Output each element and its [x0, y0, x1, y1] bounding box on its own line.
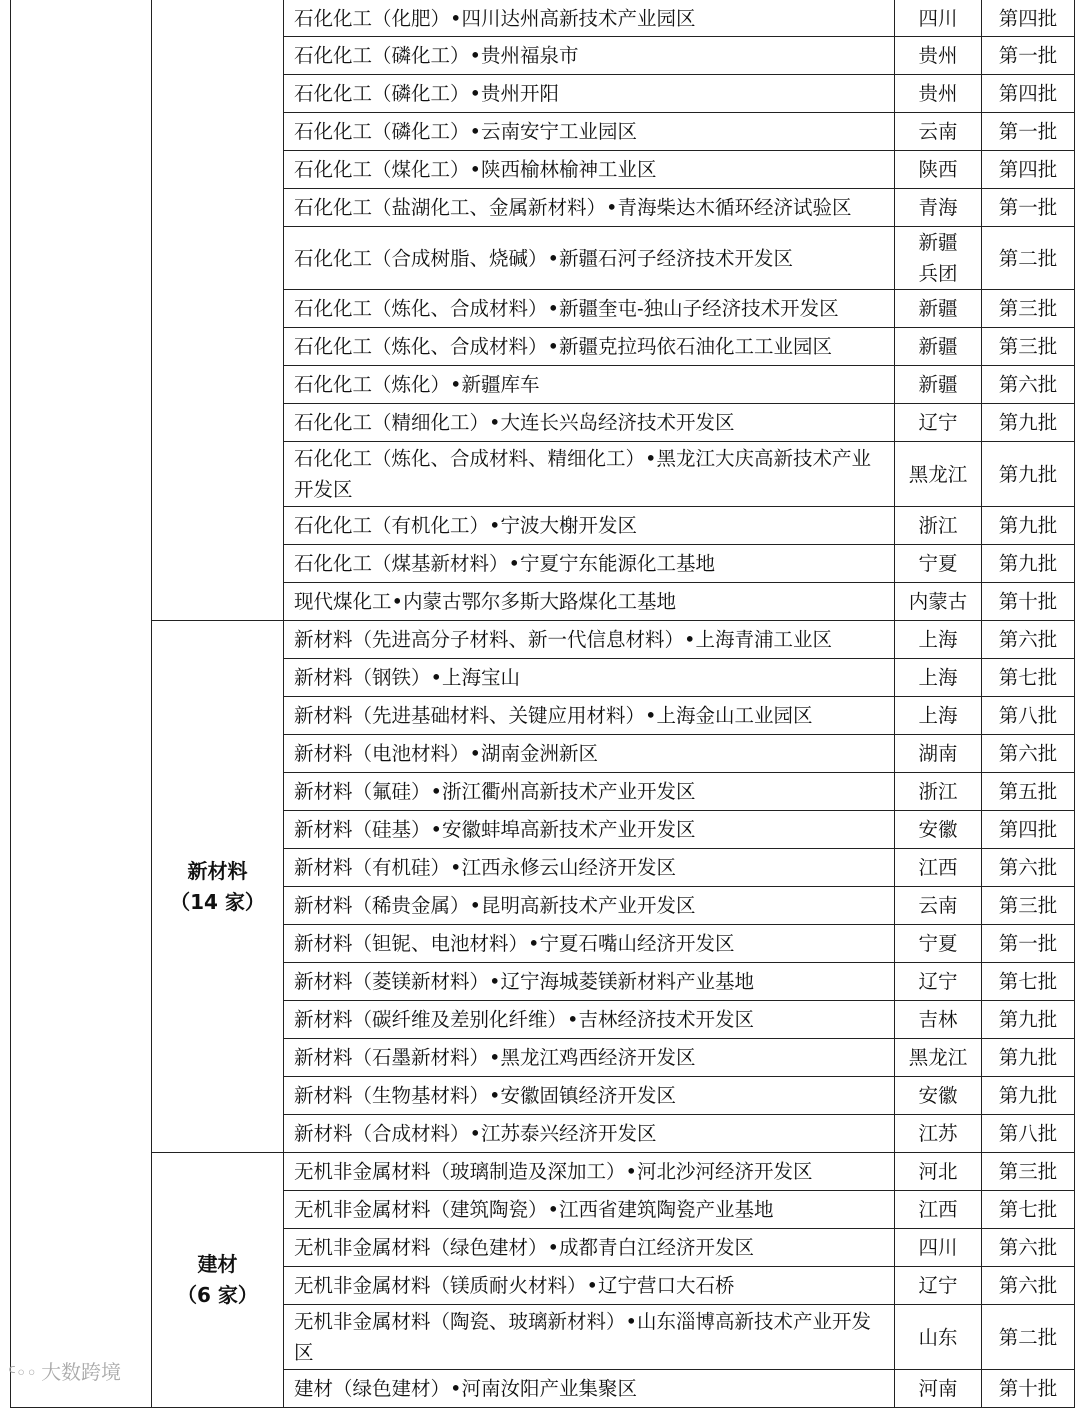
batch-cell: 第十批: [982, 1370, 1075, 1408]
batch-cell: 第九批: [982, 507, 1075, 545]
watermark-text: 大数跨境: [41, 1360, 122, 1384]
park-name-cell: 石化化工（盐湖化工、金属新材料）•青海柴达木循环经济试验区: [284, 189, 895, 227]
province-cell: 辽宁: [895, 1267, 982, 1305]
watermark-logo-icon: ᑦ◦◦: [8, 1363, 38, 1384]
batch-cell: 第三批: [982, 887, 1075, 925]
park-name-cell: 新材料（碳纤维及差别化纤维）•吉林经济技术开发区: [284, 1001, 895, 1039]
park-name-cell: 石化化工（炼化、合成材料、精细化工）•黑龙江大庆高新技术产业开发区: [284, 442, 895, 507]
group-cell: [152, 0, 284, 621]
batch-cell: 第六批: [982, 621, 1075, 659]
table-row: [11, 1153, 1075, 1191]
batch-cell: 第六批: [982, 849, 1075, 887]
park-name-cell: 现代煤化工•内蒙古鄂尔多斯大路煤化工基地: [284, 583, 895, 621]
park-name-cell: 石化化工（煤化工）•陕西榆林榆神工业区: [284, 151, 895, 189]
park-name-cell: 石化化工（有机化工）•宁波大榭开发区: [284, 507, 895, 545]
province-cell: 湖南: [895, 735, 982, 773]
watermark: [8, 1356, 121, 1385]
province-cell: 四川: [895, 1229, 982, 1267]
batch-cell: 第七批: [982, 963, 1075, 1001]
batch-cell: 第八批: [982, 697, 1075, 735]
batch-cell: 第四批: [982, 0, 1075, 37]
batch-cell: 第八批: [982, 1115, 1075, 1153]
park-name-cell: 无机非金属材料（绿色建材）•成都青白江经济开发区: [284, 1229, 895, 1267]
park-table: [10, 0, 1075, 1408]
park-name-cell: 石化化工（炼化、合成材料）•新疆克拉玛依石油化工工业园区: [284, 328, 895, 366]
province-cell: 新疆: [895, 328, 982, 366]
province-cell: 江西: [895, 1191, 982, 1229]
province-cell: 上海: [895, 659, 982, 697]
park-name-cell: 石化化工（精细化工）•大连长兴岛经济技术开发区: [284, 404, 895, 442]
park-name-cell: 新材料（钽铌、电池材料）•宁夏石嘴山经济开发区: [284, 925, 895, 963]
batch-cell: 第九批: [982, 404, 1075, 442]
province-cell: 河北: [895, 1153, 982, 1191]
park-name-cell: 新材料（合成材料）•江苏泰兴经济开发区: [284, 1115, 895, 1153]
province-cell: 内蒙古: [895, 583, 982, 621]
province-cell: 辽宁: [895, 404, 982, 442]
batch-cell: 第三批: [982, 1153, 1075, 1191]
province-cell: 辽宁: [895, 963, 982, 1001]
park-name-cell: 新材料（先进基础材料、关键应用材料）•上海金山工业园区: [284, 697, 895, 735]
park-name-cell: 新材料（钢铁）•上海宝山: [284, 659, 895, 697]
batch-cell: 第四批: [982, 75, 1075, 113]
batch-cell: 第九批: [982, 442, 1075, 507]
province-cell: 浙江: [895, 507, 982, 545]
park-name-cell: 新材料（氟硅）•浙江衢州高新技术产业开发区: [284, 773, 895, 811]
batch-cell: 第二批: [982, 1305, 1075, 1370]
park-name-cell: 新材料（生物基材料）•安徽固镇经济开发区: [284, 1077, 895, 1115]
batch-cell: 第九批: [982, 1039, 1075, 1077]
batch-cell: 第一批: [982, 113, 1075, 151]
park-name-cell: 新材料（电池材料）•湖南金洲新区: [284, 735, 895, 773]
park-name-cell: 新材料（石墨新材料）•黑龙江鸡西经济开发区: [284, 1039, 895, 1077]
province-cell: 江西: [895, 849, 982, 887]
group-count: （6 家）: [177, 1283, 258, 1307]
province-cell: 黑龙江: [895, 442, 982, 507]
park-name-cell: 新材料（先进高分子材料、新一代信息材料）•上海青浦工业区: [284, 621, 895, 659]
province-cell: 黑龙江: [895, 1039, 982, 1077]
batch-cell: 第九批: [982, 1001, 1075, 1039]
province-cell: 贵州: [895, 75, 982, 113]
table-row: [11, 0, 1075, 37]
province-cell: 上海: [895, 621, 982, 659]
park-name-cell: 石化化工（磷化工）•贵州开阳: [284, 75, 895, 113]
park-name-cell: 石化化工（合成树脂、烧碱）•新疆石河子经济技术开发区: [284, 227, 895, 290]
park-name-cell: 新材料（有机硅）•江西永修云山经济开发区: [284, 849, 895, 887]
park-name-cell: 无机非金属材料（建筑陶瓷）•江西省建筑陶瓷产业基地: [284, 1191, 895, 1229]
batch-cell: 第四批: [982, 811, 1075, 849]
park-name-cell: 石化化工（炼化）•新疆库车: [284, 366, 895, 404]
park-name-cell: 无机非金属材料（陶瓷、玻璃新材料）•山东淄博高新技术产业开发区: [284, 1305, 895, 1370]
group-label: 建材: [197, 1252, 238, 1276]
park-name-cell: 无机非金属材料（镁质耐火材料）•辽宁营口大石桥: [284, 1267, 895, 1305]
batch-cell: 第三批: [982, 290, 1075, 328]
outer-category-cell: [11, 0, 152, 1408]
park-name-cell: 石化化工（炼化、合成材料）•新疆奎屯-独山子经济技术开发区: [284, 290, 895, 328]
province-cell: 河南: [895, 1370, 982, 1408]
batch-cell: 第三批: [982, 328, 1075, 366]
batch-cell: 第六批: [982, 1267, 1075, 1305]
province-cell: 安徽: [895, 1077, 982, 1115]
group-label: 新材料: [187, 858, 248, 883]
batch-cell: 第十批: [982, 583, 1075, 621]
batch-cell: 第九批: [982, 1077, 1075, 1115]
province-cell: 山东: [895, 1305, 982, 1370]
province-cell: 云南: [895, 887, 982, 925]
batch-cell: 第六批: [982, 735, 1075, 773]
province-cell: 云南: [895, 113, 982, 151]
batch-cell: 第五批: [982, 773, 1075, 811]
park-name-cell: 石化化工（磷化工）•云南安宁工业园区: [284, 113, 895, 151]
batch-cell: 第四批: [982, 151, 1075, 189]
batch-cell: 第二批: [982, 227, 1075, 290]
batch-cell: 第一批: [982, 189, 1075, 227]
batch-cell: 第六批: [982, 1229, 1075, 1267]
province-cell: 贵州: [895, 37, 982, 75]
batch-cell: 第一批: [982, 37, 1075, 75]
park-name-cell: 新材料（菱镁新材料）•辽宁海城菱镁新材料产业基地: [284, 963, 895, 1001]
province-cell: 新疆: [895, 290, 982, 328]
province-cell: 新疆兵团: [895, 227, 982, 290]
province-cell: 安徽: [895, 811, 982, 849]
group-count: （14 家）: [170, 889, 265, 914]
group-cell: [152, 621, 284, 1153]
park-name-cell: 新材料（硅基）•安徽蚌埠高新技术产业开发区: [284, 811, 895, 849]
group-cell: [152, 1153, 284, 1408]
park-name-cell: 石化化工（磷化工）•贵州福泉市: [284, 37, 895, 75]
province-cell: 新疆: [895, 366, 982, 404]
park-name-cell: 建材（绿色建材）•河南汝阳产业集聚区: [284, 1370, 895, 1408]
province-cell: 上海: [895, 697, 982, 735]
park-name-cell: 无机非金属材料（玻璃制造及深加工）•河北沙河经济开发区: [284, 1153, 895, 1191]
batch-cell: 第七批: [982, 659, 1075, 697]
batch-cell: 第九批: [982, 545, 1075, 583]
batch-cell: 第六批: [982, 366, 1075, 404]
park-name-cell: 石化化工（煤基新材料）•宁夏宁东能源化工基地: [284, 545, 895, 583]
batch-cell: 第七批: [982, 1191, 1075, 1229]
province-cell: 江苏: [895, 1115, 982, 1153]
batch-cell: 第一批: [982, 925, 1075, 963]
province-cell: 宁夏: [895, 545, 982, 583]
park-name-cell: 新材料（稀贵金属）•昆明高新技术产业开发区: [284, 887, 895, 925]
province-cell: 陕西: [895, 151, 982, 189]
province-cell: 吉林: [895, 1001, 982, 1039]
province-cell: 四川: [895, 0, 982, 37]
province-cell: 青海: [895, 189, 982, 227]
park-name-cell: 石化化工（化肥）•四川达州高新技术产业园区: [284, 0, 895, 37]
province-cell: 浙江: [895, 773, 982, 811]
province-cell: 宁夏: [895, 925, 982, 963]
table-row: [11, 621, 1075, 659]
